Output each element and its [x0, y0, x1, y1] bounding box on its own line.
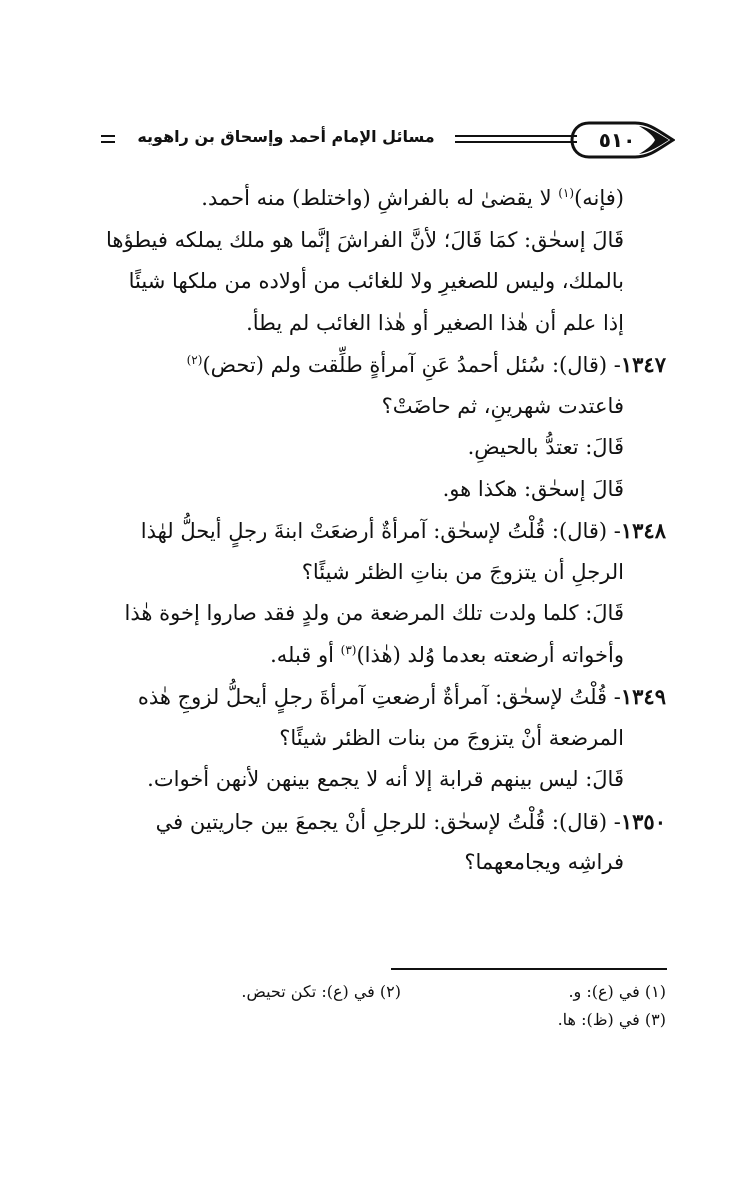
entry-line: ١٣٤٨- (قال): قُلْتُ لإسحٰق: آمرأةٌ أرضعَتْ ابنةَ رجلٍ أيحلُّ لهٰذا — [140, 518, 666, 543]
entry-number: ١٣٥٠ — [620, 808, 666, 834]
text-line: إذا علم أن هٰذا الصغير أو هٰذا الغائب لم يطأ. — [246, 310, 624, 335]
footnote-ref: (٣) — [340, 642, 357, 657]
footnote-row — [86, 978, 666, 1006]
footnotes — [86, 978, 666, 1034]
footnote-3: (٣) في (ظ): ها. — [557, 1010, 666, 1029]
entry-number: ١٣٤٨ — [620, 518, 666, 543]
footnote-2: (٢) في (ع): تكن تحيض. — [241, 982, 401, 1001]
entry-line: ١٣٥٠- (قال): قُلْتُ لإسحٰق: للرجلِ أنْ يجمعَ بين جاريتين في — [155, 808, 666, 834]
entry-number: ١٣٤٧ — [620, 352, 666, 377]
text-line: فراشِه ويجامعهما؟ — [464, 850, 624, 874]
text-line: وأخواته أرضعته بعدما وُلد (هٰذا)$^{(٣)}$ أو قبله. — [270, 642, 624, 667]
text-line: قَالَ: تعتدُّ بالحيضِ. — [467, 435, 624, 459]
text-line: (فإنه)$^{(١)}$ لا يقضىٰ له بالفراشِ (واختلط) منه أحمد. — [201, 186, 624, 210]
footnote-ref: (٢) — [186, 353, 203, 367]
text-line: قَالَ إسحٰق: هكذا هو. — [442, 476, 624, 501]
main-text — [86, 178, 666, 884]
entry-line: ١٣٤٧- (قال): سُئل أحمدُ عَنِ آمرأةٍ طلِّقت ولم (تحض)$^{(٢)}$ — [186, 352, 666, 377]
text-line: فاعتدت شهرينِ، ثم حاضَتْ؟ — [381, 393, 624, 418]
text-line: المرضعة أنْ يتزوجَ من بنات الظئر شيئًا؟ — [279, 725, 624, 750]
header-rule-right — [455, 135, 577, 144]
page-number: ٥١٠ — [598, 128, 636, 152]
text-line: قَالَ إسحٰق: كمَا قَالَ؛ لأنَّ الفراشَ إنَّما هو ملك يملكه فيطؤها — [106, 227, 624, 252]
text-line: قَالَ: ليس بينهم قرابة إلا أنه لا يجمع بينهن لأنهن أخوات. — [147, 767, 624, 791]
header-rule-left — [101, 135, 115, 144]
entry-number: ١٣٤٩ — [620, 684, 666, 709]
text-line: بالملك، وليس للصغيرِ ولا للغائب من أولاده من ملكها شيئًا — [128, 269, 624, 293]
footnote-1: (١) في (ع): و. — [568, 982, 666, 1001]
entry-line: ١٣٤٩- قُلْتُ لإسحٰق: آمرأةٌ أرضعتِ آمرأةَ رجلٍ أيحلُّ لزوجِ هٰذه — [137, 684, 666, 709]
footnote-divider — [391, 968, 667, 970]
page-number-badge — [569, 120, 675, 160]
page-header — [95, 118, 675, 166]
footnote-row — [86, 1006, 666, 1034]
book-title: مسائل الإمام أحمد وإسحاق بن راهويه — [137, 127, 435, 146]
footnote-ref: (١) — [558, 186, 575, 200]
text-line: الرجلِ أن يتزوجَ من بناتِ الظئر شيئًا؟ — [301, 559, 624, 584]
text-line: قَالَ: كلما ولدت تلك المرضعة من ولدٍ فقد صاروا إخوة هٰذا — [124, 601, 624, 625]
